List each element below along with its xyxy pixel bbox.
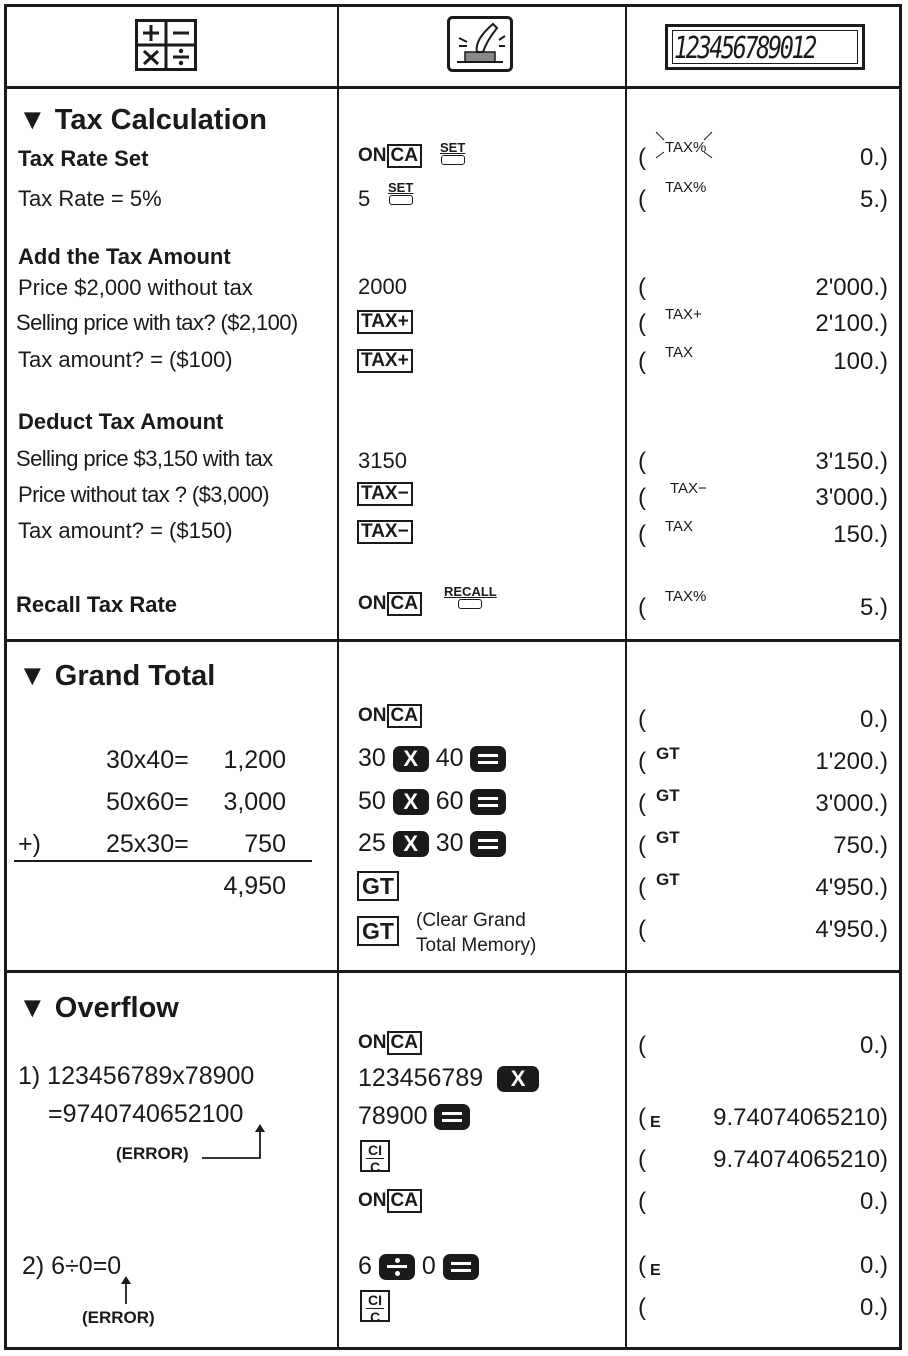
tax-percent-indicator: TAX%	[665, 588, 707, 605]
display-paren: (	[638, 1032, 646, 1059]
on-ca-key[interactable]: ON CA	[358, 1189, 422, 1213]
sum-underline	[14, 860, 312, 862]
display-paren: (	[638, 310, 646, 337]
tax-plus-key[interactable]: TAX+	[357, 349, 413, 373]
tax-minus-key[interactable]: TAX−	[357, 520, 413, 544]
equals-key[interactable]	[443, 1254, 479, 1280]
ca-key: CA	[387, 1189, 422, 1213]
display-value: 100.)	[833, 348, 888, 375]
display-value: 2'000.)	[815, 274, 888, 301]
display-paren: (	[638, 1146, 646, 1173]
on-ca-key[interactable]: ON CA	[358, 144, 422, 168]
lcd-display-icon	[665, 24, 865, 70]
add-tax-title: Add the Tax Amount	[18, 244, 231, 269]
display-paren: (	[638, 274, 646, 301]
display-paren: (	[638, 748, 646, 775]
tax-minus-key[interactable]: TAX−	[357, 482, 413, 506]
display-value: 0.)	[859, 1188, 888, 1215]
recall-tax-title: Recall Tax Rate	[16, 592, 178, 617]
gt-key-row: 30 X 40	[358, 744, 506, 773]
ci-c-key[interactable]: CI C	[360, 1140, 390, 1172]
column-divider	[337, 4, 339, 1350]
equals-key[interactable]	[470, 831, 506, 857]
overflow-example-2: 2) 6÷0=0	[22, 1252, 122, 1280]
display-value: 0.)	[859, 1252, 888, 1279]
overflow-key-row: 78900	[358, 1102, 470, 1131]
display-paren: (	[638, 1294, 646, 1321]
multiply-key[interactable]: X	[393, 746, 429, 772]
display-value: 0.)	[859, 1032, 888, 1059]
ci-c-key[interactable]: CI C	[360, 1290, 390, 1322]
gt-result: 3,000	[223, 788, 286, 816]
error-arrow-icon	[198, 1124, 268, 1164]
grand-total-title: ▼ Grand Total	[18, 660, 216, 692]
display-value: 0.)	[859, 706, 888, 733]
ca-key: CA	[387, 704, 422, 728]
set-key[interactable]: SET	[440, 142, 465, 165]
display-value: 5.)	[859, 186, 888, 213]
error-label: (ERROR)	[82, 1308, 155, 1327]
display-value: 1'200.)	[815, 748, 888, 775]
tax-rate-label: Tax Rate = 5%	[18, 186, 162, 211]
overflow-key-row: 123456789 X	[358, 1064, 539, 1093]
display-value: 5.)	[859, 594, 888, 621]
add-selling-label: Selling price with tax? ($2,100)	[16, 310, 298, 335]
recall-key[interactable]: RECALL	[444, 586, 497, 609]
deduct-tax-title: Deduct Tax Amount	[18, 409, 224, 434]
tax-plus-key[interactable]: TAX+	[357, 310, 413, 334]
gt-key-row: 50 X 60	[358, 787, 506, 816]
ca-key: CA	[387, 1031, 422, 1055]
divide-key[interactable]	[379, 1254, 415, 1280]
gt-expr: 25x30=	[106, 830, 189, 858]
gt-key-row: 25 X 30	[358, 829, 506, 858]
row-divider	[4, 970, 902, 973]
equals-key[interactable]	[470, 746, 506, 772]
deduct-amount-label: Tax amount? = ($150)	[18, 518, 233, 543]
display-value: 9.74074065210)	[713, 1104, 888, 1131]
clear-gt-note: (Clear Grand Total Memory)	[416, 910, 537, 956]
error-arrow-icon	[119, 1276, 133, 1304]
display-value: 4'950.)	[815, 916, 888, 943]
display-paren: (	[638, 1252, 646, 1279]
display-paren: (	[638, 790, 646, 817]
display-value: 0.)	[859, 144, 888, 171]
gt-expr: 50x60=	[106, 788, 189, 816]
gt-result: 750	[244, 830, 286, 858]
key-five: 5	[358, 186, 371, 211]
lcd-digits: 123456789012	[674, 31, 815, 66]
gt-key[interactable]: GT	[357, 871, 399, 901]
tax-indicator: TAX	[665, 518, 694, 535]
add-amount-label: Tax amount? = ($100)	[18, 347, 233, 372]
overflow-example-1-result: =9740740652100	[48, 1100, 244, 1128]
display-paren: (	[638, 1188, 646, 1215]
display-value: 3'000.)	[815, 790, 888, 817]
display-value: 3'000.)	[815, 484, 888, 511]
display-paren: (	[638, 186, 646, 213]
tax-percent-indicator: TAX%	[665, 139, 707, 156]
row-divider	[4, 639, 902, 642]
multiply-key[interactable]: X	[497, 1066, 539, 1092]
gt-indicator: GT	[656, 828, 680, 847]
gt-indicator: GT	[656, 786, 680, 805]
tax-rate-set-label: Tax Rate Set	[18, 146, 149, 171]
equals-key[interactable]	[470, 789, 506, 815]
error-indicator: E	[650, 1262, 661, 1279]
key-2000: 2000	[358, 274, 407, 299]
overflow-key-row: 6 0	[358, 1252, 479, 1281]
column-divider	[625, 4, 627, 1350]
overflow-example-1: 1) 123456789x78900	[18, 1062, 255, 1090]
display-paren: (	[638, 144, 646, 171]
tax-plus-indicator: TAX+	[665, 306, 702, 323]
display-paren: (	[638, 706, 646, 733]
tax-indicator: TAX	[665, 344, 694, 361]
display-paren: (	[638, 1104, 646, 1131]
multiply-key[interactable]: X	[393, 831, 429, 857]
gt-key[interactable]: GT	[357, 916, 399, 946]
overflow-title: ▼ Overflow	[18, 992, 179, 1024]
key-3150: 3150	[358, 448, 407, 473]
on-ca-key[interactable]: ON CA	[358, 704, 422, 728]
display-paren: (	[638, 874, 646, 901]
display-paren: (	[638, 348, 646, 375]
ca-key: CA	[387, 592, 422, 616]
error-label: (ERROR)	[116, 1144, 189, 1163]
display-paren: (	[638, 594, 646, 621]
gt-total: 4,950	[223, 872, 286, 900]
gt-indicator: GT	[656, 744, 680, 763]
display-value: 750.)	[833, 832, 888, 859]
display-paren: (	[638, 832, 646, 859]
display-paren: (	[638, 484, 646, 511]
equals-key[interactable]	[434, 1104, 470, 1130]
tax-minus-indicator: TAX−	[670, 480, 707, 497]
display-paren: (	[638, 916, 646, 943]
on-ca-key[interactable]: ON CA	[358, 1031, 422, 1055]
plus-sign: +)	[18, 830, 41, 858]
calculation-icon	[135, 19, 197, 71]
set-key[interactable]: SET	[388, 182, 413, 205]
deduct-selling-label: Selling price $3,150 with tax	[16, 446, 273, 471]
display-paren: (	[638, 448, 646, 475]
add-price-label: Price $2,000 without tax	[18, 275, 253, 300]
tax-percent-indicator: TAX%	[665, 179, 707, 196]
display-value: 2'100.)	[815, 310, 888, 337]
deduct-price-label: Price without tax ? ($3,000)	[18, 482, 270, 507]
gt-result: 1,200	[223, 746, 286, 774]
tax-section-title: ▼ Tax Calculation	[18, 104, 267, 136]
gt-expr: 30x40=	[106, 746, 189, 774]
gt-indicator: GT	[656, 870, 680, 889]
key-press-icon	[447, 16, 513, 72]
row-divider	[4, 86, 902, 89]
ca-key: CA	[387, 144, 422, 168]
multiply-key[interactable]: X	[393, 789, 429, 815]
display-paren: (	[638, 521, 646, 548]
display-value: 9.74074065210)	[713, 1146, 888, 1173]
error-indicator: E	[650, 1114, 661, 1131]
display-value: 4'950.)	[815, 874, 888, 901]
display-value: 0.)	[859, 1294, 888, 1321]
display-value: 150.)	[833, 521, 888, 548]
display-value: 3'150.)	[815, 448, 888, 475]
on-ca-key[interactable]: ON CA	[358, 592, 422, 616]
